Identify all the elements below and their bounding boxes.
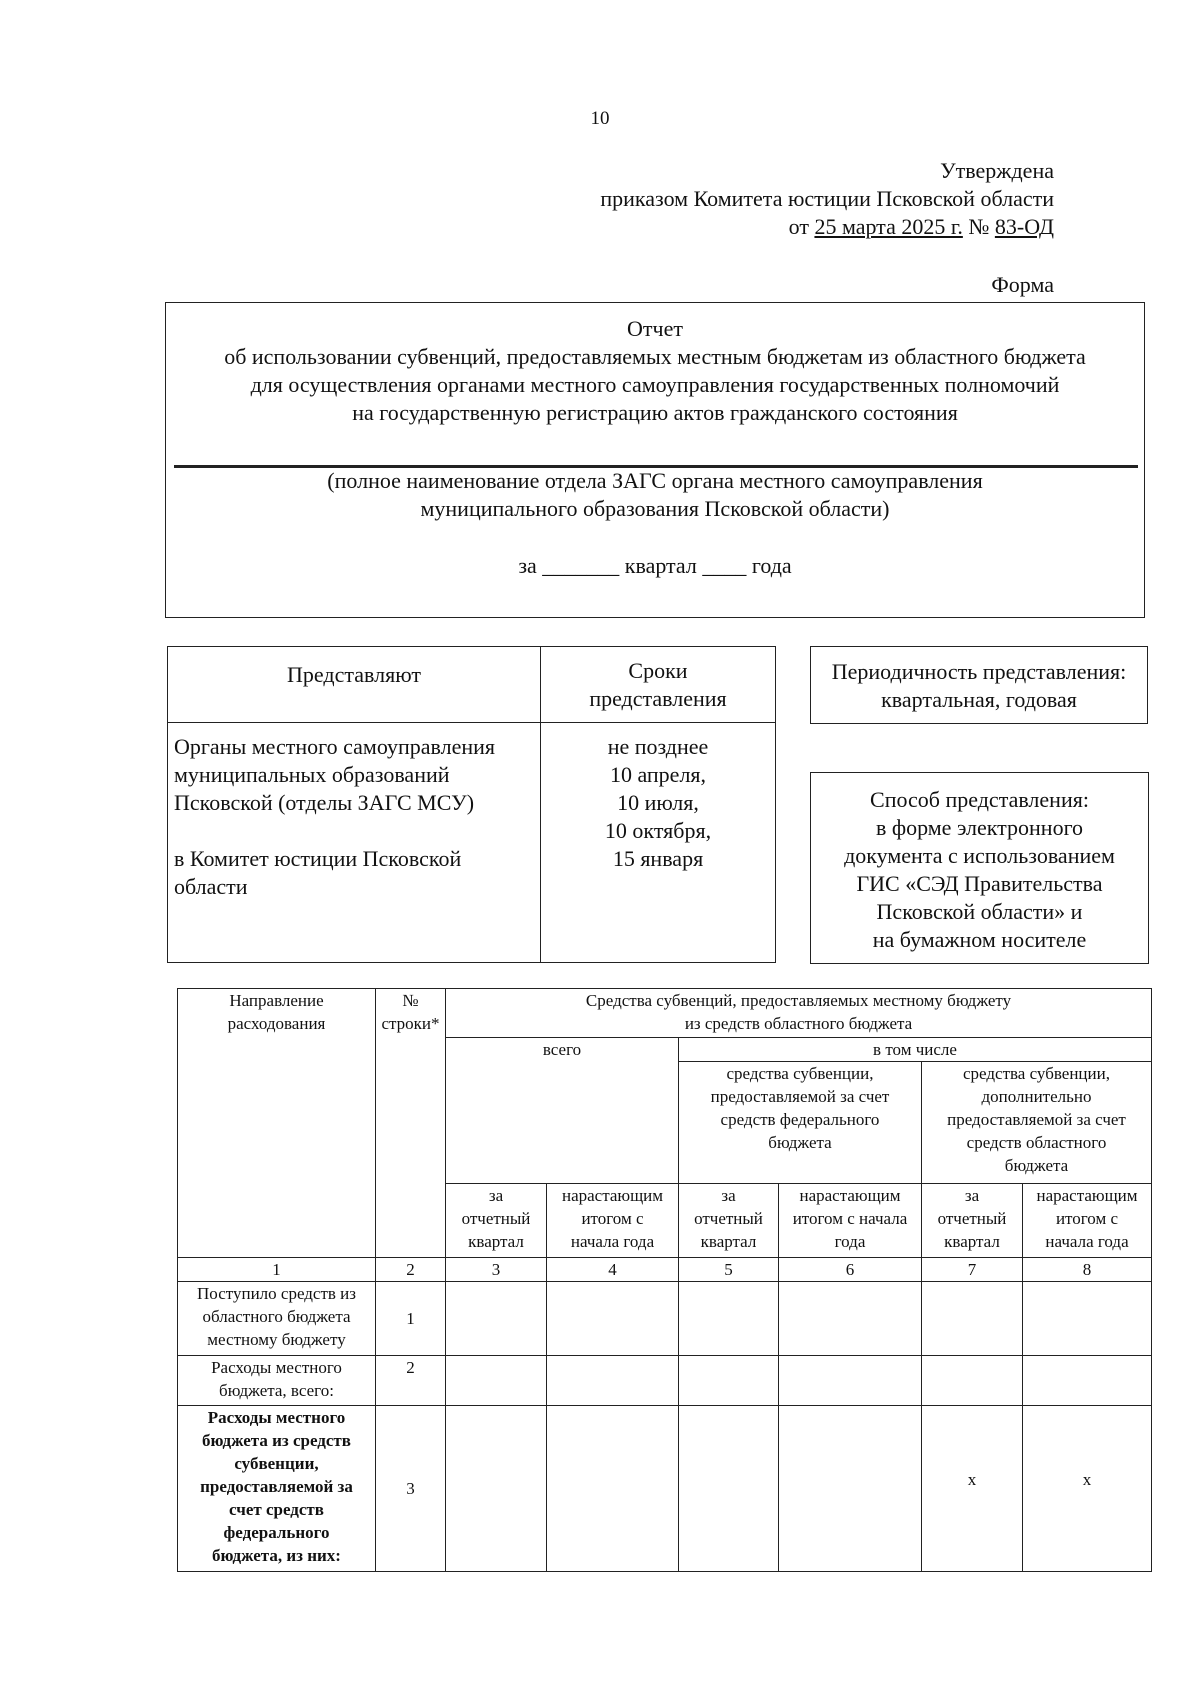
header-row-number-2: строки* [381, 1014, 440, 1033]
report-subtitle-3: на государственную регистрацию актов гражданского состояния [352, 400, 958, 425]
approval-prefix: от [788, 214, 815, 239]
page-number: 10 [590, 108, 610, 129]
approval-block [600, 157, 1054, 241]
row1-cell-8[interactable] [1023, 1282, 1152, 1356]
info-col2-header-1: Сроки [628, 658, 688, 683]
row3-cell-5[interactable] [679, 1406, 779, 1572]
header-row-number [376, 989, 446, 1258]
hc-federal-3: года [834, 1232, 866, 1251]
header-federal-1: средства субвенции, [726, 1064, 874, 1083]
method-line-5: Псковской области» и [876, 899, 1083, 924]
method-line-3: документа с использованием [844, 843, 1115, 868]
col-number-2: 2 [376, 1258, 446, 1282]
row2-label-2: бюджета, всего: [219, 1381, 334, 1400]
report-period: за _______ квартал ____ года [518, 553, 792, 578]
hq-federal-2: отчетный [694, 1209, 763, 1228]
submission-info-table [167, 646, 776, 963]
hq-total-1: за [488, 1186, 504, 1205]
org-hint-1: (полное наименование отдела ЗАГС органа местного самоуправления [327, 468, 983, 493]
header-regional-3: предоставляемой за счет [947, 1110, 1126, 1129]
hq-total-3: квартал [468, 1232, 524, 1251]
hq-federal-1: за [721, 1186, 736, 1205]
row2-number: 2 [376, 1356, 446, 1406]
method-line-4: ГИС «СЭД Правительства [856, 871, 1103, 896]
submitters-line-5: области [174, 874, 248, 899]
deadline-line-1: не позднее [607, 734, 709, 759]
org-hint [166, 467, 1144, 523]
hc-federal-2: итогом с начала [792, 1209, 908, 1228]
row1-label [178, 1282, 376, 1356]
submission-method-box [810, 772, 1149, 964]
row2-cell-5[interactable] [679, 1356, 779, 1406]
row3-label-3: субвенции, [234, 1454, 319, 1473]
info-col1-header-text: Представляют [287, 662, 421, 687]
hc-regional-1: нарастающим [1036, 1186, 1138, 1205]
row3-cell-7: x [922, 1406, 1023, 1572]
info-header-row [168, 647, 776, 723]
approval-line-3 [600, 213, 1054, 241]
header-federal [679, 1062, 922, 1184]
header-funds-2: из средств областного бюджета [684, 1014, 913, 1033]
hq-regional-3: квартал [944, 1232, 1000, 1251]
row3-label-6: федерального [223, 1523, 330, 1542]
header-quarter-federal [679, 1184, 779, 1258]
row2-cell-3[interactable] [446, 1356, 547, 1406]
row3-number: 3 [376, 1406, 446, 1572]
header-regional-1: средства субвенции, [963, 1064, 1110, 1083]
col-number-3: 3 [446, 1258, 547, 1282]
col-number-4: 4 [547, 1258, 679, 1282]
table-row-1 [178, 1282, 1152, 1356]
approval-mid: № [962, 214, 995, 239]
row2-cell-8[interactable] [1023, 1356, 1152, 1406]
row1-label-3: местному бюджету [207, 1330, 346, 1349]
table-row-2 [178, 1356, 1152, 1406]
deadline-line-5: 15 января [612, 846, 704, 871]
report-title-box [165, 302, 1145, 618]
col-number-8: 8 [1023, 1258, 1152, 1282]
header-direction-1: Направление [229, 991, 324, 1010]
org-hint-2: муниципального образования Псковской области) [420, 496, 890, 521]
row1-cell-5[interactable] [679, 1282, 779, 1356]
submitters-line-3: Псковской (отделы ЗАГС МСУ) [174, 790, 475, 815]
deadline-line-4: 10 октября, [604, 818, 712, 843]
col-number-5: 5 [679, 1258, 779, 1282]
header-federal-4: бюджета [768, 1133, 832, 1152]
row1-cell-4[interactable] [547, 1282, 679, 1356]
row3-label [178, 1406, 376, 1572]
row2-cell-7[interactable] [922, 1356, 1023, 1406]
row1-cell-6[interactable] [779, 1282, 922, 1356]
deadline-line-3: 10 июля, [617, 790, 699, 815]
row3-label-4: предоставляемой за [200, 1477, 353, 1496]
info-col2-header [541, 647, 776, 723]
header-cumulative-federal [779, 1184, 922, 1258]
row3-label-1: Расходы местного [207, 1408, 346, 1427]
info-col1-header [168, 647, 541, 723]
hc-federal-1: нарастающим [799, 1186, 901, 1205]
method-line-1: Способ представления: [870, 787, 1089, 812]
row1-label-2: областного бюджета [202, 1307, 351, 1326]
approval-number: 83-ОД [994, 214, 1054, 239]
row2-label-1: Расходы местного [211, 1358, 342, 1377]
header-federal-3: средств федерального [720, 1110, 880, 1129]
hc-total-3: начала года [570, 1232, 655, 1251]
header-federal-2: предоставляемой за счет [710, 1087, 890, 1106]
col-number-1: 1 [178, 1258, 376, 1282]
deadline-line-2: 10 апреля, [609, 762, 707, 787]
row1-cell-7[interactable] [922, 1282, 1023, 1356]
hq-total-2: отчетный [461, 1209, 531, 1228]
header-regional-2: дополнительно [981, 1087, 1092, 1106]
header-cumulative-regional [1023, 1184, 1152, 1258]
hq-regional-1: за [964, 1186, 980, 1205]
column-number-row [178, 1258, 1152, 1282]
hc-regional-3: начала года [1045, 1232, 1129, 1251]
report-subtitle-2: для осуществления органами местного самоуправления государственных полномочий [250, 372, 1060, 397]
header-cumulative-total [547, 1184, 679, 1258]
header-funds-1: Средства субвенций, предоставляемых местному бюджету [585, 991, 1012, 1010]
col-number-6: 6 [779, 1258, 922, 1282]
row1-cell-3[interactable] [446, 1282, 547, 1356]
header-regional-5: бюджета [1004, 1156, 1069, 1175]
header-row-number-1: № [402, 991, 419, 1010]
header-funds [446, 989, 1152, 1038]
submitters-line-2: муниципальных образований [174, 762, 450, 787]
report-subtitle-1: об использовании субвенций, предоставляемых местным бюджетам из областного бюджета [224, 344, 1086, 369]
row3-cell-6[interactable] [779, 1406, 922, 1572]
hq-federal-3: квартал [700, 1232, 757, 1251]
header-quarter-total [446, 1184, 547, 1258]
header-regional [922, 1062, 1152, 1184]
col-number-7: 7 [922, 1258, 1023, 1282]
header-total [446, 1038, 679, 1184]
hc-total-2: итогом с [581, 1209, 644, 1228]
submitters-line-4: в Комитет юстиции Псковской [174, 846, 462, 871]
info-deadlines [541, 723, 776, 963]
row2-cell-6[interactable] [779, 1356, 922, 1406]
row3-cell-8: x [1023, 1406, 1152, 1572]
row1-label-1: Поступило средств из [197, 1284, 356, 1303]
header-regional-4: средств областного [966, 1133, 1107, 1152]
row1-number: 1 [376, 1282, 446, 1356]
header-total-text: всего [542, 1040, 582, 1059]
row2-label [178, 1356, 376, 1406]
periodicity-line-2: квартальная, годовая [881, 687, 1077, 712]
row3-cell-4[interactable] [547, 1406, 679, 1572]
method-line-2: в форме электронного [875, 815, 1084, 840]
header-including-text: в том числе [873, 1040, 957, 1059]
row3-label-7: бюджета, из них: [212, 1546, 341, 1565]
hq-regional-2: отчетный [937, 1209, 1007, 1228]
header-direction-2: расходования [227, 1014, 326, 1033]
row2-cell-4[interactable] [547, 1356, 679, 1406]
row3-label-2: бюджета из средств [202, 1431, 351, 1450]
subvention-report-table [177, 988, 1152, 1572]
periodicity-line-1: Периодичность представления: [831, 659, 1127, 684]
hc-total-1: нарастающим [561, 1186, 664, 1205]
header-row-1 [178, 989, 1152, 1038]
report-title-text [166, 315, 1144, 427]
approval-line-1: Утверждена [940, 158, 1054, 183]
approval-date: 25 марта 2025 г. [814, 214, 963, 239]
row3-label-5: счет средств [229, 1500, 324, 1519]
periodicity-box [810, 646, 1148, 724]
approval-line-2: приказом Комитета юстиции Псковской области [600, 186, 1054, 211]
submitters-line-1: Органы местного самоуправления [174, 734, 496, 759]
header-direction [178, 989, 376, 1258]
method-line-6: на бумажном носителе [872, 927, 1087, 952]
form-label: Форма [991, 272, 1054, 297]
report-title: Отчет [627, 316, 683, 341]
header-quarter-regional [922, 1184, 1023, 1258]
row3-cell-3[interactable] [446, 1406, 547, 1572]
table-row-3 [178, 1406, 1152, 1572]
header-including [679, 1038, 1152, 1062]
info-col2-header-2: представления [589, 686, 727, 711]
info-body-row [168, 723, 776, 963]
info-submitters [168, 723, 541, 963]
hc-regional-2: итогом с [1055, 1209, 1119, 1228]
